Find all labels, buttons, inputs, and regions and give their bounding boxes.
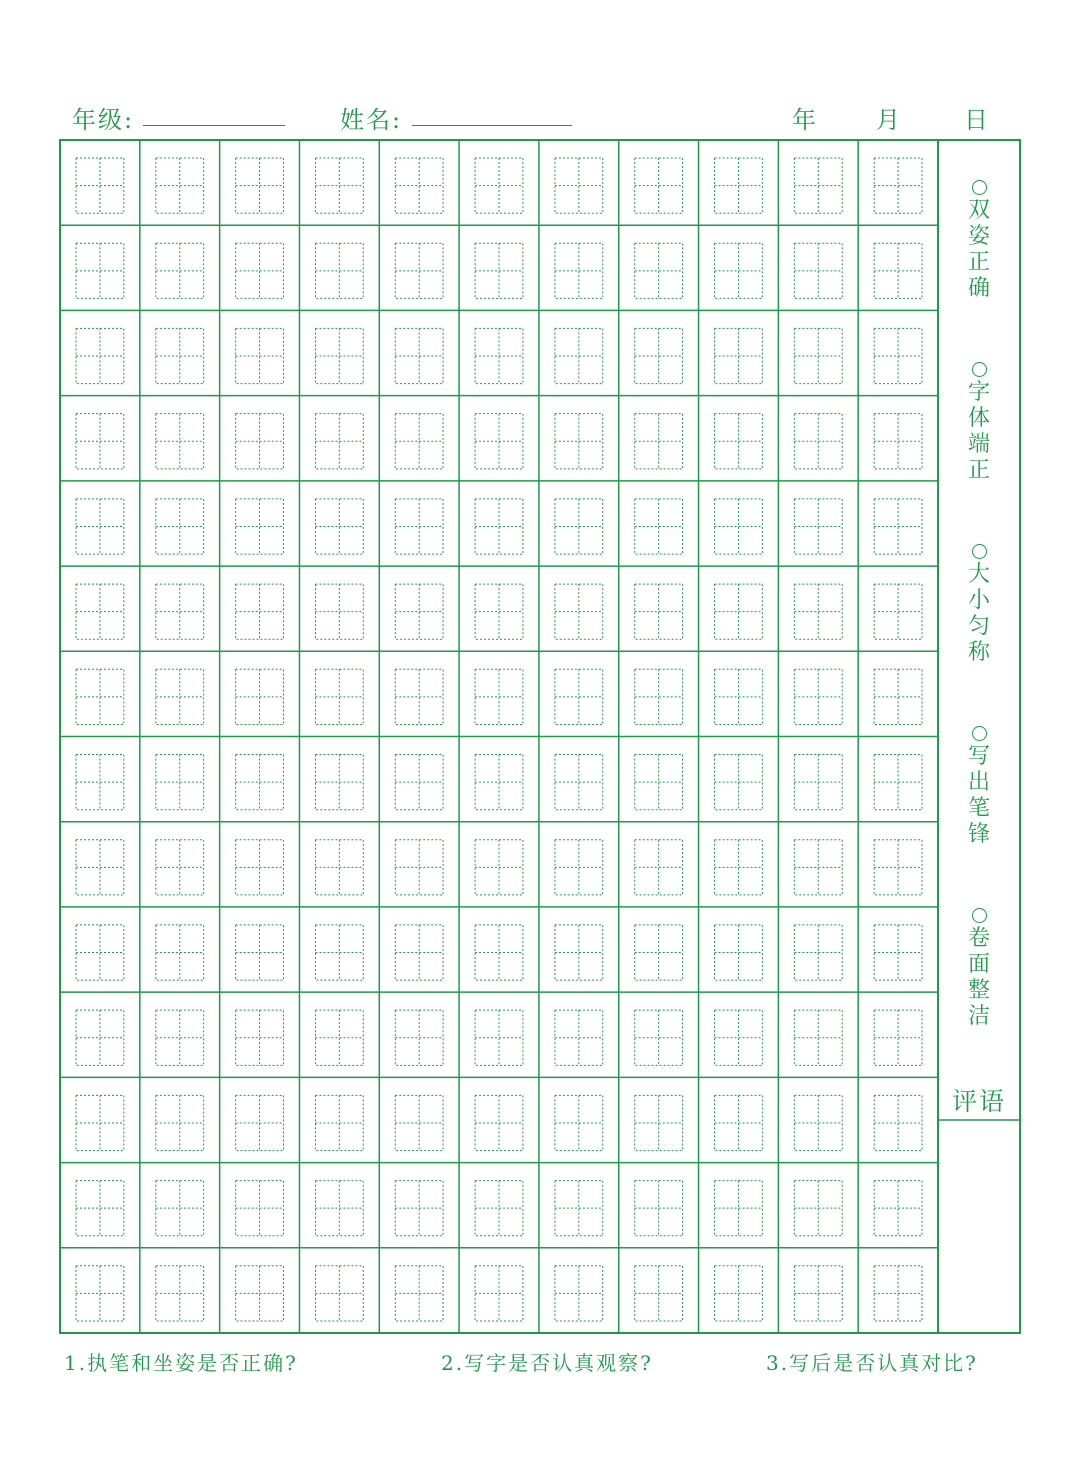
checkbox-circle-icon[interactable] (972, 180, 987, 195)
footer-question-3: 3.写后是否认真对比? (766, 1351, 978, 1375)
criterion-text: 卷面整洁 (967, 926, 990, 1029)
day-label: 日 (964, 106, 990, 134)
grade-label: 年级: (72, 106, 135, 134)
checkbox-circle-icon[interactable] (972, 362, 987, 377)
criterion-text: 写出笔锋 (967, 744, 990, 847)
footer-question-2: 2.写字是否认真观察? (441, 1351, 653, 1375)
month-label: 月 (876, 106, 902, 134)
criterion-tidy-page (938, 908, 1020, 1030)
name-label: 姓名: (340, 106, 403, 134)
criterion-text: 双姿正确 (967, 198, 990, 301)
checkbox-circle-icon[interactable] (972, 908, 987, 923)
criterion-balanced-size (938, 544, 1020, 666)
comment-label: 评语 (951, 1087, 1006, 1116)
criterion-text: 字体端正 (967, 380, 990, 483)
criterion-posture (938, 180, 1020, 302)
footer-question-1: 1.执笔和坐姿是否正确? (64, 1351, 298, 1375)
year-label: 年 (792, 106, 818, 134)
criterion-text: 大小匀称 (967, 562, 990, 665)
criterion-brush-tip (938, 726, 1020, 848)
criterion-neat-writing (938, 362, 1020, 484)
checkbox-circle-icon[interactable] (972, 726, 987, 741)
checkbox-circle-icon[interactable] (972, 544, 987, 559)
